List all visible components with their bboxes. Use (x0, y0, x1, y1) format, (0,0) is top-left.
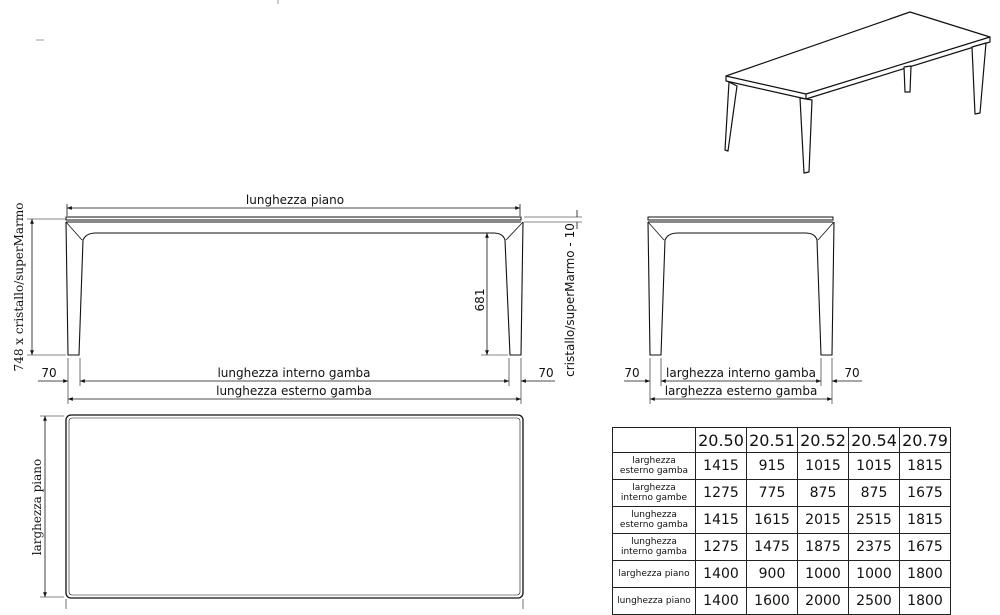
perspective-view (725, 12, 990, 173)
table-cell: 875 (798, 480, 849, 507)
table-cell: 1615 (747, 507, 798, 534)
plan-view (30, 415, 523, 609)
inner-length-label: lunghezza interno gamba (217, 366, 371, 380)
end-outer-label: larghezza esterno gamba (664, 384, 818, 398)
table-cell: 1275 (696, 534, 747, 561)
table-cell: 2000 (798, 588, 849, 615)
table-cell: 900 (747, 561, 798, 588)
end-elevation (624, 217, 862, 404)
right-offset-label: 70 (538, 366, 554, 380)
table-row (613, 561, 951, 588)
table-cell: 1815 (900, 507, 951, 534)
table-cell: 1400 (696, 561, 747, 588)
table-cell: 2515 (849, 507, 900, 534)
left-offset-label: 70 (41, 366, 57, 380)
end-inner-label: larghezza interno gamba (666, 366, 816, 380)
table-cell: 2375 (849, 534, 900, 561)
table-cell: 1875 (798, 534, 849, 561)
table-cell: 1800 (900, 588, 951, 615)
table-cell: 1000 (849, 561, 900, 588)
outer-length-label: lunghezza esterno gamba (216, 384, 372, 398)
table-cell: 1800 (900, 561, 951, 588)
row-label: larghezza esterno gamba (613, 453, 696, 480)
table-cell: 1400 (696, 588, 747, 615)
table-cell: 875 (849, 480, 900, 507)
table-cell: 775 (747, 480, 798, 507)
header-model: 20.51 (747, 428, 798, 453)
table-cell: 1415 (696, 453, 747, 480)
header-empty-cell (613, 428, 696, 453)
glass-thickness-label: cristallo/superMarmo - 10 (563, 223, 577, 377)
row-label: lunghezza esterno gamba (613, 507, 696, 534)
table-cell: 1415 (696, 507, 747, 534)
table-cell: 1275 (696, 480, 747, 507)
table-row (613, 588, 951, 615)
table-cell: 1015 (798, 453, 849, 480)
table-header-row (613, 428, 951, 453)
table-row (613, 507, 951, 534)
table-cell: 2015 (798, 507, 849, 534)
inner-height-label: 681 (473, 288, 487, 312)
top-length-label: lunghezza piano (245, 193, 345, 207)
table-cell: 2500 (849, 588, 900, 615)
plan-width-label: larghezza piano (30, 458, 44, 556)
row-label: lunghezza interno gamba (613, 534, 696, 561)
table-cell: 915 (747, 453, 798, 480)
table-cell: 1600 (747, 588, 798, 615)
table-cell: 1675 (900, 534, 951, 561)
row-label: larghezza interno gambe (613, 480, 696, 507)
table-row (613, 453, 951, 480)
table-cell: 1015 (849, 453, 900, 480)
total-height-label: 748 x cristallo/superMarmo (12, 202, 26, 372)
table-cell: 1000 (798, 561, 849, 588)
end-right-offset-label: 70 (844, 366, 860, 380)
table-cell: 1475 (747, 534, 798, 561)
dimension-table (612, 427, 951, 615)
header-model: 20.52 (798, 428, 849, 453)
header-model: 20.79 (900, 428, 951, 453)
end-left-offset-label: 70 (624, 366, 640, 380)
table-cell: 1675 (900, 480, 951, 507)
header-model: 20.54 (849, 428, 900, 453)
table-row (613, 480, 951, 507)
table-cell: 1815 (900, 453, 951, 480)
row-label: larghezza piano (613, 561, 696, 588)
table-row (613, 534, 951, 561)
side-elevation (12, 193, 582, 404)
header-model: 20.50 (696, 428, 747, 453)
row-label: lunghezza piano (613, 588, 696, 615)
